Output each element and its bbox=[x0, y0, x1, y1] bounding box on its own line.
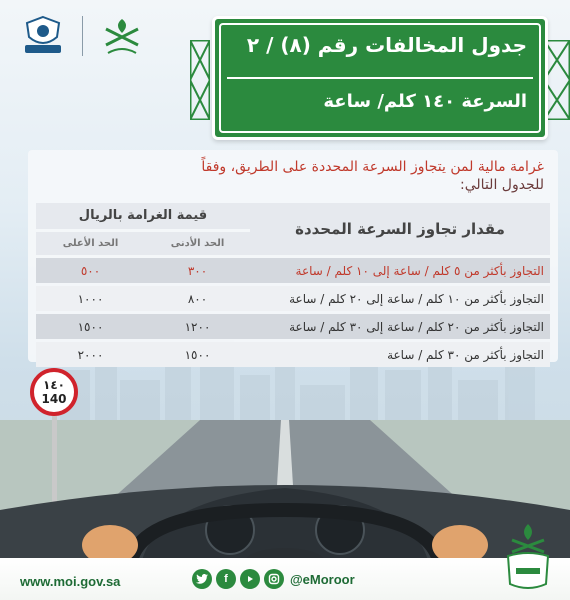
table-row bbox=[36, 258, 550, 283]
row-min: ٣٠٠ bbox=[145, 258, 250, 283]
social-links bbox=[192, 569, 355, 589]
fines-card bbox=[28, 150, 558, 362]
speed-limit-label: السرعة ١٤٠ كلم/ ساعة bbox=[323, 91, 527, 112]
violation-table-title: جدول المخالفات رقم (٨) / ٢ bbox=[246, 33, 527, 57]
row-desc: التجاوز بأكثر من ١٠ كلم / ساعة إلى ٢٠ كلم / ساعة bbox=[250, 286, 550, 311]
row-min: ١٢٠٠ bbox=[145, 314, 250, 339]
header-exceed: مقدار تجاوز السرعة المحددة bbox=[250, 203, 550, 255]
row-max: ١٥٠٠ bbox=[36, 314, 145, 339]
logo-divider bbox=[82, 16, 83, 56]
row-max: ٢٠٠٠ bbox=[36, 342, 145, 367]
logos-header bbox=[14, 12, 164, 60]
car-dashboard bbox=[0, 470, 570, 570]
table-row bbox=[36, 314, 550, 339]
intro-text: غرامة مالية لمن يتجاوز السرعة المحددة على الطريق، وفقاً bbox=[201, 159, 544, 175]
youtube-icon[interactable] bbox=[240, 569, 260, 589]
social-handle[interactable]: @eMoroor bbox=[290, 571, 355, 587]
row-min: ٨٠٠ bbox=[145, 286, 250, 311]
sign-gantry-left bbox=[190, 40, 210, 120]
row-desc: التجاوز بأكثر من ٢٠ كلم / ساعة إلى ٣٠ كلم / ساعة bbox=[250, 314, 550, 339]
speed-sign-latin: 140 bbox=[41, 392, 67, 406]
header-fine: قيمة الغرامة بالريال bbox=[36, 203, 250, 229]
fines-table bbox=[36, 200, 550, 370]
row-desc: التجاوز بأكثر من ٥ كلم / ساعة إلى ١٠ كلم / ساعة bbox=[250, 258, 550, 283]
row-min: ١٥٠٠ bbox=[145, 342, 250, 367]
row-max: ١٠٠٠ bbox=[36, 286, 145, 311]
speed-limit-sign bbox=[30, 368, 78, 416]
instagram-icon[interactable] bbox=[264, 569, 284, 589]
header-min: الحد الأدنى bbox=[145, 232, 250, 255]
twitter-icon[interactable] bbox=[192, 569, 212, 589]
highway-sign bbox=[212, 16, 548, 140]
intro-text-cont: للجدول التالي: bbox=[460, 177, 544, 193]
header-max: الحد الأعلى bbox=[36, 232, 145, 255]
speed-sign-arabic: ١٤٠ bbox=[43, 378, 65, 392]
ministry-interior-logo bbox=[93, 14, 151, 58]
sign-divider bbox=[227, 77, 533, 79]
traffic-police-badge bbox=[502, 522, 554, 594]
website-link[interactable]: www.moi.gov.sa bbox=[20, 574, 121, 589]
row-desc: التجاوز بأكثر من ٣٠ كلم / ساعة bbox=[250, 342, 550, 367]
public-security-logo bbox=[14, 14, 72, 58]
table-row bbox=[36, 286, 550, 311]
table-row bbox=[36, 342, 550, 367]
facebook-icon[interactable]: f bbox=[216, 569, 236, 589]
row-max: ٥٠٠ bbox=[36, 258, 145, 283]
